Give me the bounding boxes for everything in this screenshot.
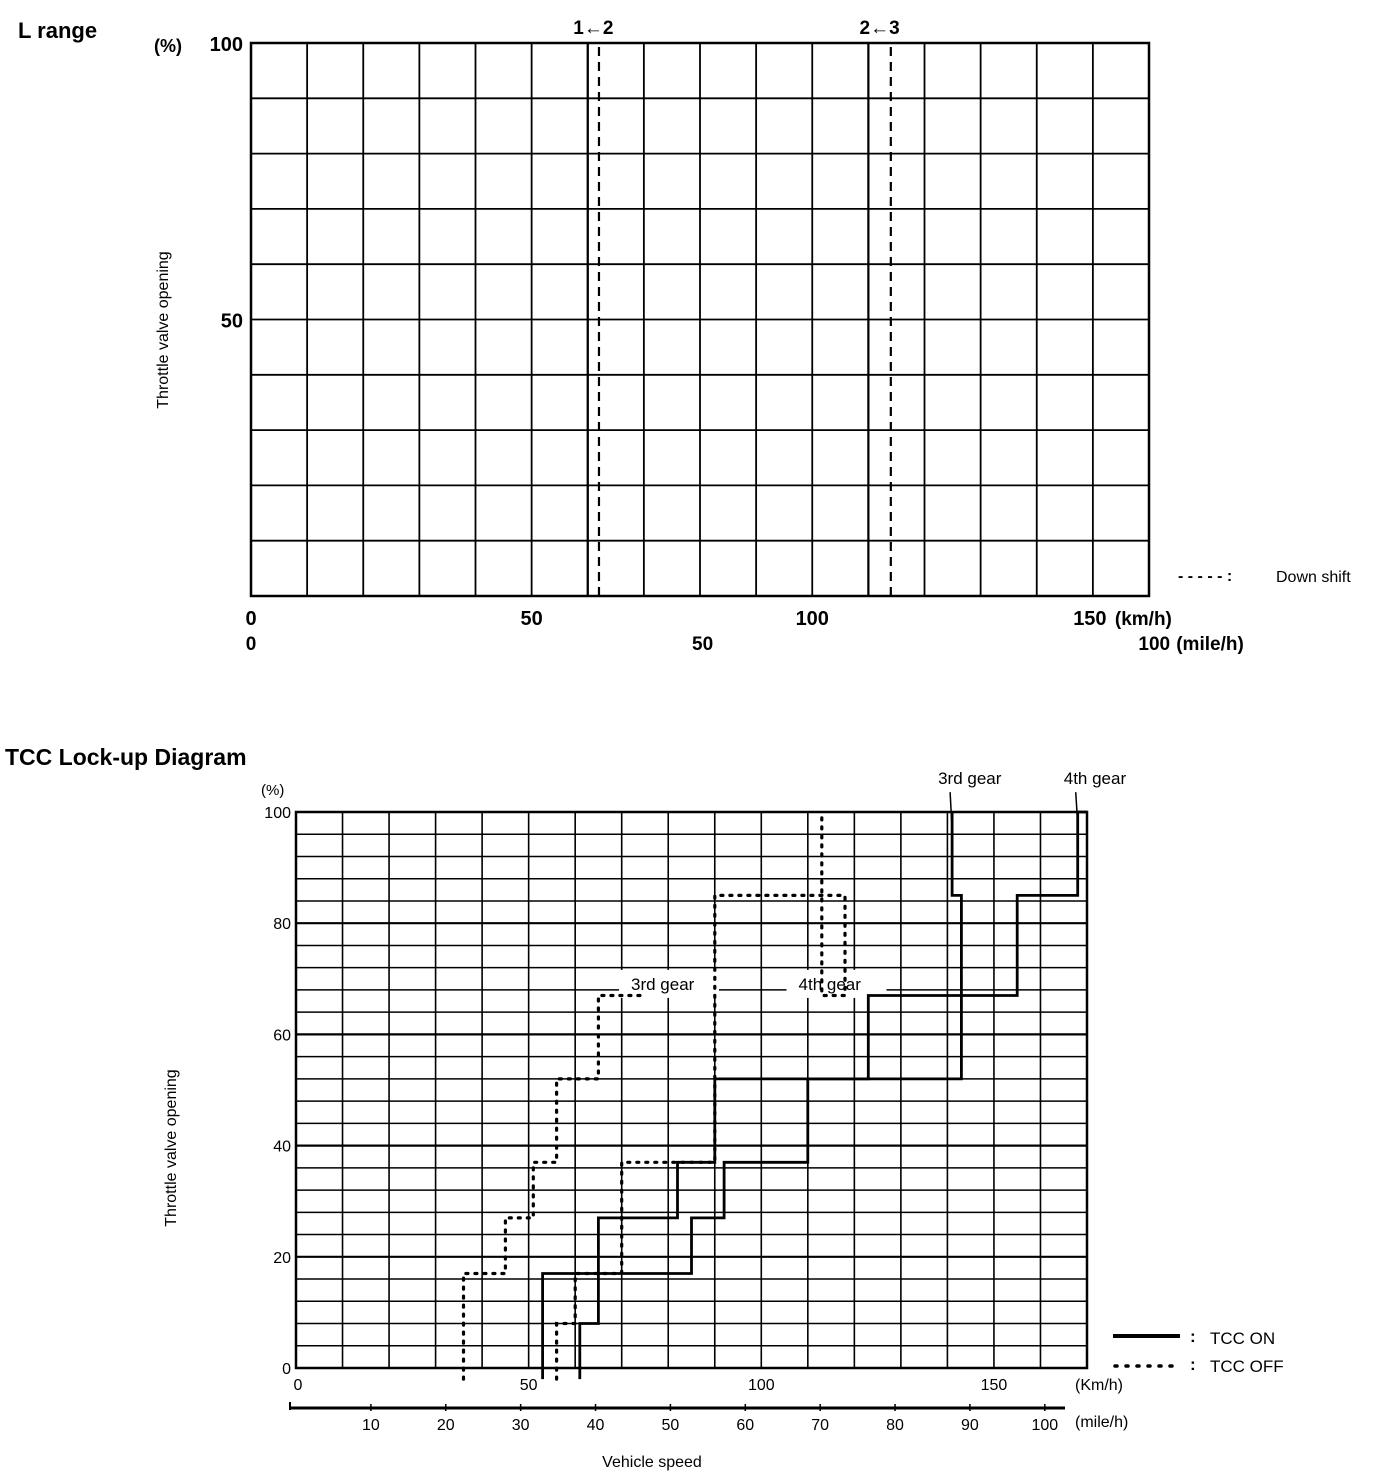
tcc-labels (163, 769, 1284, 1471)
l-range-y-unit: (%) (154, 36, 182, 56)
l-range-x-tick-mph: 0 (245, 634, 257, 655)
tcc-plot-frame (296, 812, 1087, 1368)
l-range-x-unit-kmh: (km/h) (1114, 609, 1172, 630)
tcc-x-tick-kmh: 50 (519, 1377, 538, 1394)
tcc-y-axis-label: Throttle valve opening (163, 1069, 180, 1227)
l-range-labels (154, 18, 1351, 655)
tcc-y-tick: 0 (282, 1361, 291, 1378)
l-range-title: L range (18, 18, 98, 43)
tcc-x-tick-mph: 50 (661, 1417, 680, 1434)
tcc-inner-gear-label: 3rd gear (631, 974, 695, 994)
tcc-x-tick-mph: 30 (511, 1417, 530, 1434)
tcc-top-gear-label: 4th gear (1063, 769, 1127, 789)
tcc-grid (296, 812, 1087, 1368)
l-range-x-tick-mph: 100 (1138, 634, 1171, 655)
tcc-on-line (580, 812, 1087, 1379)
l-range-legend-symbol: - - - - - : (1178, 568, 1233, 585)
tcc-legend-text: TCC ON (1210, 1329, 1276, 1348)
tcc-y-tick: 40 (273, 1138, 291, 1156)
tcc-off-line (464, 996, 646, 1380)
tcc-gear-leader-line (950, 792, 952, 828)
tcc-x-tick-kmh: 100 (747, 1377, 775, 1394)
l-range-x-tick-mph: 50 (692, 634, 714, 655)
tcc-title: TCC Lock-up Diagram (5, 744, 247, 770)
l-range-x-tick-kmh: 0 (245, 608, 257, 630)
tcc-x-tick-kmh: 0 (293, 1377, 303, 1394)
l-range-x-tick-kmh: 100 (795, 608, 829, 630)
l-range-legend-text: Down shift (1276, 569, 1351, 586)
l-range-x-tick-kmh: 50 (520, 608, 543, 630)
l-range-chart (0, 0, 1392, 680)
l-range-grid (251, 43, 1149, 596)
tcc-y-tick: 60 (273, 1027, 291, 1045)
l-range-y-tick: 100 (209, 34, 243, 56)
tcc-gear-leader-line (1076, 792, 1078, 823)
tcc-x-tick-mph: 80 (886, 1417, 904, 1434)
l-range-y-tick: 50 (220, 310, 243, 333)
tcc-x-tick-mph: 40 (586, 1417, 605, 1434)
tcc-x-unit-kmh: (Km/h) (1075, 1377, 1123, 1394)
tcc-x-unit-mph: (mile/h) (1075, 1414, 1129, 1431)
l-range-shift-label: 2←3 (859, 18, 900, 39)
tcc-y-tick: 80 (273, 916, 291, 934)
l-range-shift-label: 1←2 (573, 18, 614, 39)
tcc-off-line (557, 812, 845, 1379)
tcc-legend-colon: : (1190, 1327, 1196, 1346)
tcc-y-unit: (%) (261, 782, 285, 799)
tcc-on-line (543, 812, 962, 1379)
tcc-x-tick-mph: 90 (961, 1417, 979, 1434)
tcc-top-gear-label: 3rd gear (938, 769, 1002, 789)
tcc-x-axis-label: Vehicle speed (602, 1454, 702, 1471)
tcc-inner-gear-label: 4th gear (798, 974, 861, 994)
tcc-x-tick-kmh: 150 (980, 1377, 1008, 1394)
tcc-legend-colon: : (1190, 1355, 1196, 1374)
tcc-x-tick-mph: 70 (811, 1417, 830, 1434)
l-range-x-unit-mph: (mile/h) (1176, 634, 1244, 655)
tcc-x-tick-mph: 60 (736, 1417, 755, 1434)
tcc-chart (0, 680, 1392, 1472)
l-range-x-tick-kmh: 150 (1073, 608, 1107, 630)
tcc-y-tick: 20 (273, 1249, 291, 1267)
tcc-legend-text: TCC OFF (1210, 1357, 1284, 1376)
tcc-x-tick-mph: 20 (436, 1417, 455, 1434)
tcc-x-tick-mph: 100 (1031, 1417, 1059, 1434)
tcc-x-tick-mph: 10 (361, 1417, 380, 1434)
l-range-y-axis-label: Throttle valve opening (155, 251, 172, 409)
tcc-y-tick: 100 (264, 805, 291, 822)
